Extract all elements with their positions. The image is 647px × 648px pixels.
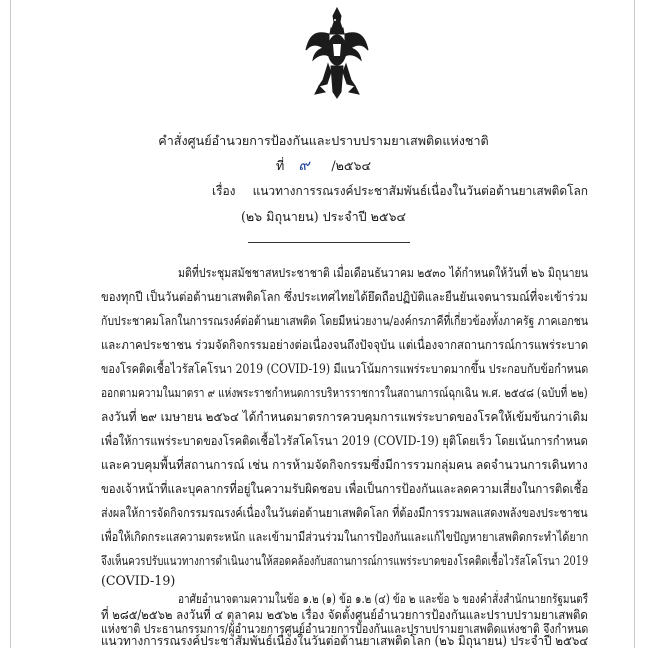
order-number [0,158,647,173]
body-line: และภาคประชาชน ร่วมจัดกิจกรรมอย่างต่อเนื่องจนถึงปัจจุบัน แต่เนื่องจากสถานการณ์การแพร่ระบาด [101,337,589,352]
body-line: กับประชาคมโลกในการรณรงค์ต่อต้านยาเสพติด โดยมีหน่วยงาน/องค์กรภาคีที่เกี่ยวข้องทั้งภาครัฐ ภาคเอกชน [101,313,589,328]
body-line: ของทุกปี เป็นวันต่อต้านยาเสพติดโลก ซึ่งประเทศไทยได้ยึดถือปฏิบัติและยืนยันเจตนารมณ์ที่จะเข้าร่วม [101,289,588,304]
subject-label: เรื่อง [212,183,236,198]
body-line: ลงวันที่ ๒๙ เมษายน ๒๕๖๔ ได้กำหนดมาตรการควบคุมการแพร่ระบาดของโรคให้เข้มข้นกว่าเดิม [101,409,589,424]
subject-text: แนวทางการรณรงค์ประชาสัมพันธ์เนื่องในวันต่อต้านยาเสพติดโลก [252,183,588,198]
subject-line-1 [212,184,588,198]
body-line: แห่งชาติ ประธานกรรมการ/ผู้อำนวยการศูนย์อำนวยการป้องกันและปราบปรามยาเสพติดแห่งชาติ จึงกำหนด [101,621,589,636]
body-line: มติที่ประชุมสมัชชาสหประชาชาติ เมื่อเดือนธันวาคม ๒๕๓๐ ได้กำหนดให้วันที่ ๒๖ มิถุนายน [178,265,588,280]
body-line: ของเจ้าหน้าที่และบุคลากรที่อยู่ในความรับผิดชอบ เพื่อเป็นการป้องกันและลดความเสี่ยงในการติดเชื้อ [101,481,589,496]
body-line: (COVID-19) [101,573,176,588]
body-line: แนวทางการรณรงค์ประชาสัมพันธ์เนื่องในวันต่อต้านยาเสพติดโลก (๒๖ มิถุนายน) ประจำปี ๒๕๖๔ [101,633,589,648]
garuda-emblem-icon [305,6,369,102]
body-line: เพื่อให้เกิดกระแสความตระหนัก และเข้ามามีส่วนร่วมในการป้องกันและแก้ไขปัญหายาเสพติดกระทำได้ยาก [101,529,589,544]
page-right-edge [634,0,635,648]
body-line: ออกตามความในมาตรา ๙ แห่งพระราชกำหนดการบริหารราชการในสถานการณ์ฉุกเฉิน พ.ศ. ๒๕๔๘ (ฉบับที่ ๒๒) [101,385,588,400]
order-number-year: /๒๕๖๔ [331,158,371,173]
body-line: และควบคุมพื้นที่สถานการณ์ เช่น การห้ามจัดกิจกรรมซึ่งมีการรวมกลุ่มคน ลดจำนวนการเดินทาง [101,457,588,472]
body-line: จึงเห็นควรปรับแนวทางการดำเนินงานให้สอดคล้องกับสถานการณ์การแพร่ระบาดของโรคติดเชื้อไวรัสโคโรนา 2019 [101,553,589,568]
body-line: ส่งผลให้การจัดกิจกรรมรณรงค์เนื่องในวันต่อต้านยาเสพติดโลก ที่ต้องมีการรวมพลแสดงพลังของประชาชน [101,505,588,520]
order-number-handwritten: ๙ [298,156,310,174]
body-line: เพื่อให้การแพร่ระบาดของโรคติดเชื้อไวรัสโคโรนา 2019 (COVID-19) ยุติโดยเร็ว โดยเน้นการกำหนด [101,433,588,448]
separator-line [248,242,410,243]
body-line: ที่ ๒๘๕/๒๕๖๒ ลงวันที่ ๔ ตุลาคม ๒๕๖๒ เรื่อง จัดตั้งศูนย์อำนวยการป้องกันและปราบปรามยาเสพติด [101,607,588,622]
body-line: ของโรคติดเชื้อไวรัสโคโรนา 2019 (COVID-19) มีแนวโน้มการแพร่ระบาดมากขึ้น ประกอบกับข้อกำหนด [101,361,589,376]
order-number-prefix: ที่ [276,158,285,173]
order-title: คำสั่งศูนย์อำนวยการป้องกันและปราบปรามยาเสพติดแห่งชาติ [158,133,489,148]
subject-line-2: (๒๖ มิถุนายน) ประจำปี ๒๕๖๔ [240,209,407,224]
body-line: อาศัยอำนาจตามความในข้อ ๑.๒ (๑) ข้อ ๑.๒ (๔) ข้อ ๒ และข้อ ๖ ของคำสั่งสำนักนายกรัฐมนตรี [178,591,589,606]
page-left-edge [10,0,11,648]
